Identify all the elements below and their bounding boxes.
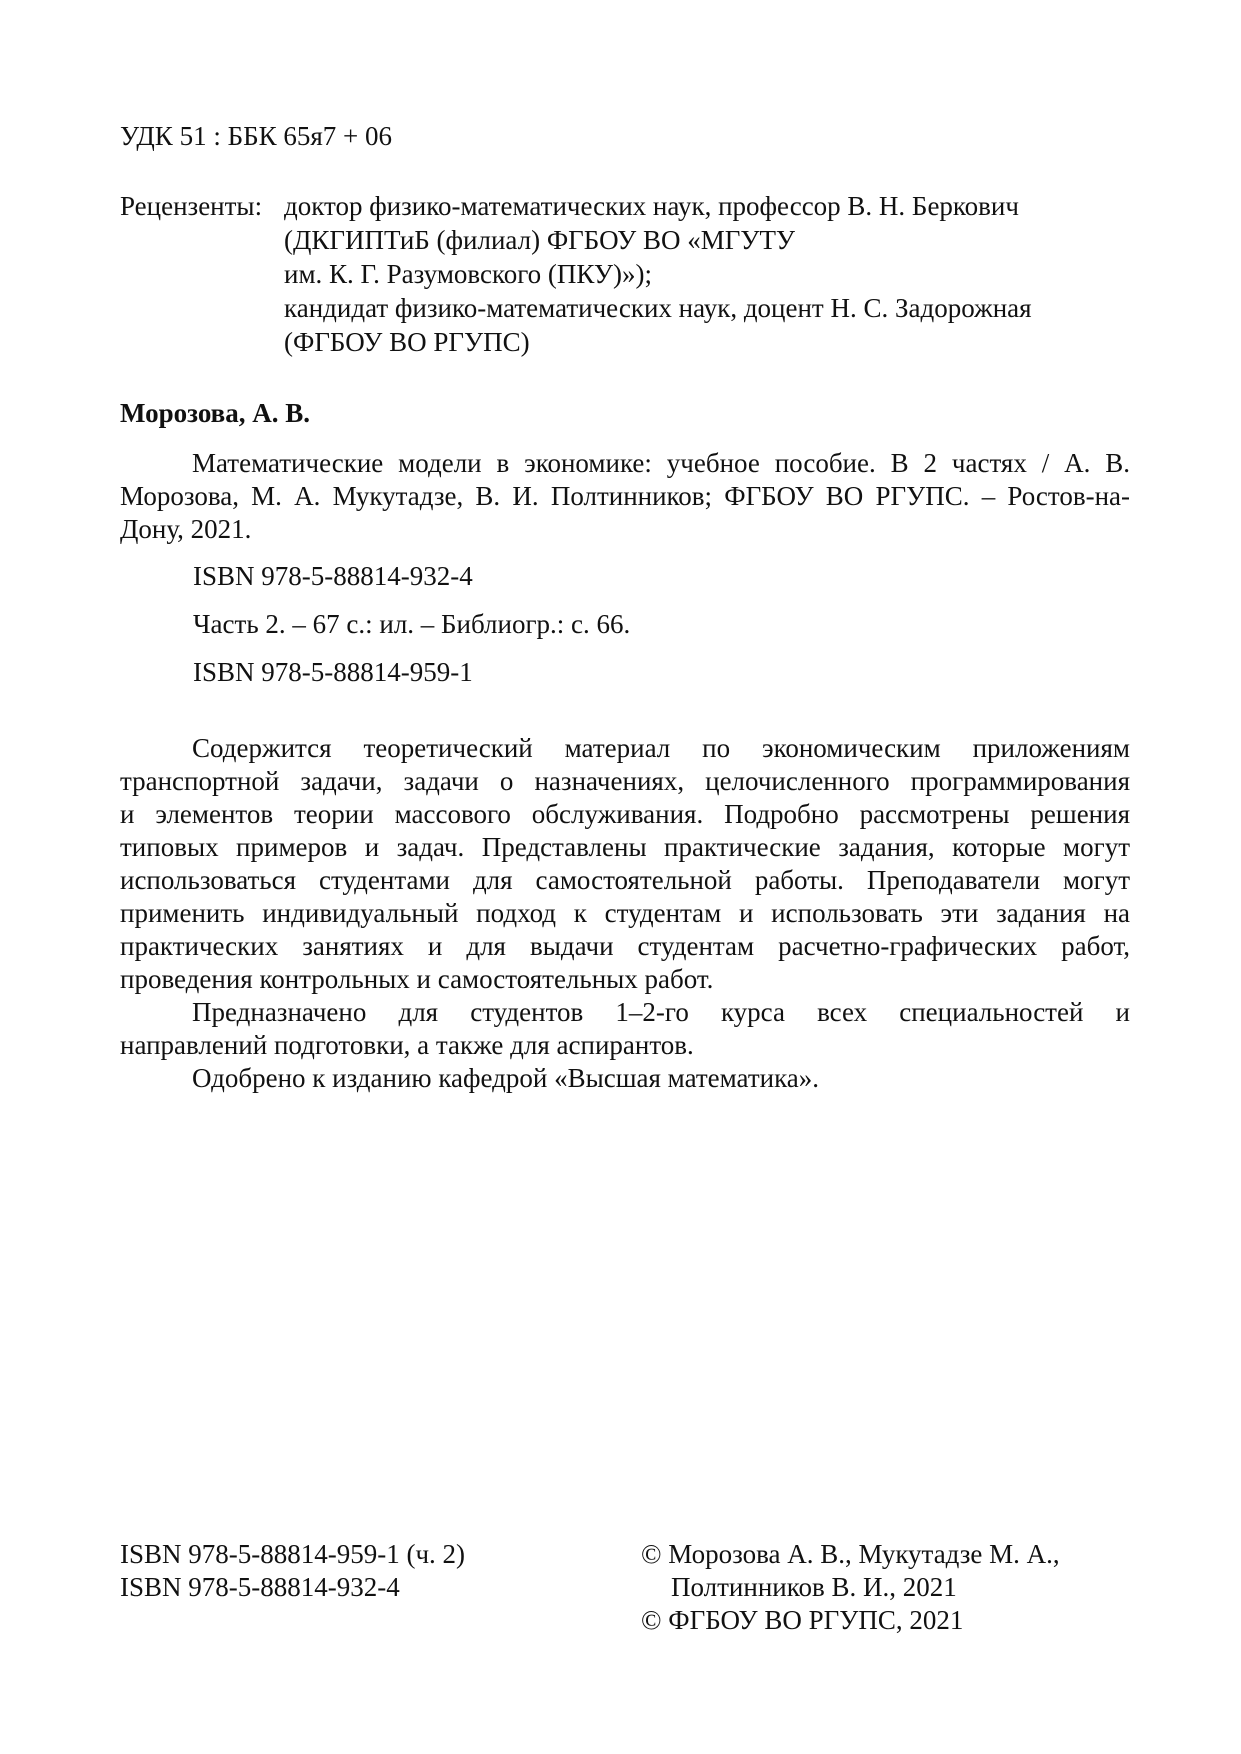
isbn-line: ISBN 978-5-88814-959-1 (ч. 2) [120, 1539, 466, 1569]
abstract-line: Одобрено к изданию кафедрой «Высшая математика». [192, 1063, 820, 1093]
isbn-full-set: ISBN 978-5-88814-932-4 [193, 561, 473, 591]
copyright-line: © ФГБОУ ВО РГУПС, 2021 [641, 1605, 964, 1635]
bibliographic-line: Дону, 2021. [120, 514, 252, 544]
reviewer-line: им. К. Г. Разумовского (ПКУ)»); [284, 259, 652, 289]
reviewers-label: Рецензенты: [120, 191, 263, 221]
reviewer-line: (ДКГИПТиБ (филиал) ФГБОУ ВО «МГУТУ [284, 225, 796, 255]
abstract-line: использоваться студентами для самостоятельной работы. Преподаватели могут [120, 865, 1130, 895]
abstract-line: применить индивидуальный подход к студентам и использовать эти задания на [120, 898, 1130, 928]
udk-bbk-line: УДК 51 : ББК 65я7 + 06 [120, 121, 392, 151]
reviewer-line: доктор физико-математических наук, профессор В. Н. Беркович [284, 191, 1019, 221]
part-info: Часть 2. – 67 с.: ил. – Библиогр.: с. 66. [193, 609, 631, 639]
isbn-line: ISBN 978-5-88814-932-4 [120, 1572, 400, 1602]
bibliographic-line: Математические модели в экономике: учебное пособие. В 2 частях / А. В. [192, 448, 1130, 478]
abstract-line: проведения контрольных и самостоятельных работ. [120, 964, 714, 994]
isbn-part: ISBN 978-5-88814-959-1 [193, 657, 473, 687]
abstract-line: Содержится теоретический материал по экономическим приложениям [192, 733, 1130, 763]
reviewer-line: кандидат физико-математических наук, доцент Н. С. Задорожная [284, 293, 1032, 323]
abstract [120, 732, 1130, 1095]
abstract-line: направлений подготовки, а также для аспирантов. [120, 1030, 694, 1060]
abstract-line: транспортной задачи, задачи о назначениях, целочисленного программирования [120, 766, 1130, 796]
author-heading: Морозова, А. В. [120, 398, 311, 428]
reviewer-line: (ФГБОУ ВО РГУПС) [284, 327, 530, 357]
reviewers-list [284, 190, 1032, 360]
copyright-line: © Морозова А. В., Мукутадзе М. А., [641, 1539, 1060, 1569]
bibliographic-description [120, 447, 1130, 546]
abstract-line: Предназначено для студентов 1–2-го курса всех специальностей и [192, 997, 1130, 1027]
abstract-line: практических занятиях и для выдачи студентам расчетно-графических работ, [120, 931, 1130, 961]
isbn-block [120, 1538, 465, 1604]
abstract-line: типовых примеров и задач. Представлены практические задания, которые могут [120, 832, 1130, 862]
abstract-line: и элементов теории массового обслуживания. Подробно рассмотрены решения [120, 799, 1130, 829]
copyright-line: Полтинников В. И., 2021 [671, 1572, 957, 1602]
copyright-block [641, 1538, 1060, 1637]
bibliographic-line: Морозова, М. А. Мукутадзе, В. И. Полтинников; ФГБОУ ВО РГУПС. – Ростов-на- [120, 481, 1130, 511]
